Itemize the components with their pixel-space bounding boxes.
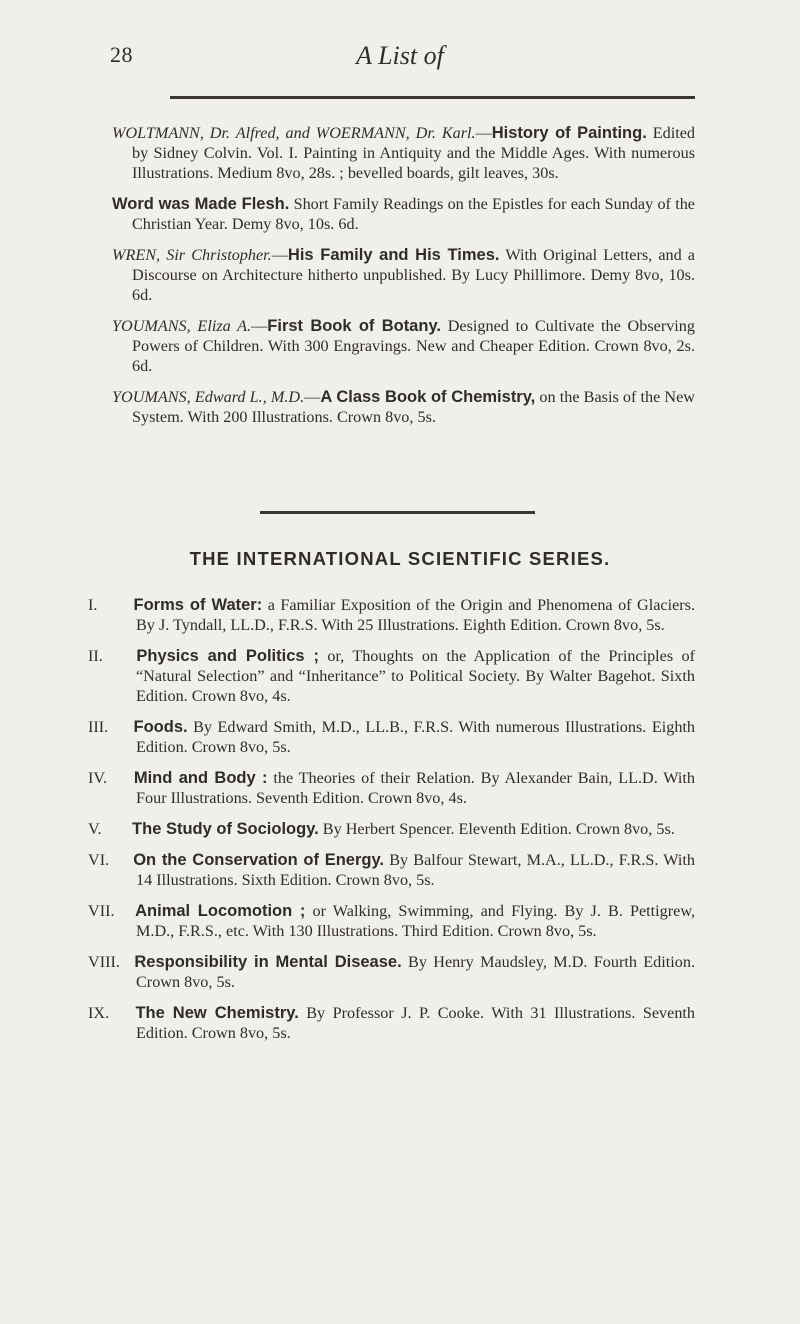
page-number: 28	[110, 42, 133, 67]
series-details: or, Thoughts on the Application of the Principles of “Natural Selection” and “Inheritance” to Political Society. By Walter Bagehot. Sixth Edition. Crown 8vo, 4s.	[136, 647, 696, 705]
book-entry: WREN, Sir Christopher.—His Family and His Times. With Original Letters, and a Discourse on Architecture hitherto unpublished. By Lucy Phillimore. Demy 8vo, 10s. 6d.	[112, 246, 695, 304]
entry-title: Word was Made Flesh.	[112, 195, 290, 213]
entry-details: on the Basis of the New System. With 200 Illustrations. Crown 8vo, 5s.	[132, 388, 695, 426]
series-title: Responsibility in Mental Disease.	[134, 953, 402, 971]
series-numeral: VI.	[88, 851, 110, 869]
series-numeral: I.	[88, 596, 98, 614]
series-details: or Walking, Swimming, and Flying. By J. B. Pettigrew, M.D., F.R.S., etc. With 130 Illustrations. Third Edition. Crown 8vo, 5s.	[136, 902, 696, 940]
series-title: Animal Locomotion ;	[135, 902, 306, 920]
entry-author: YOUMANS, Eliza A.	[112, 317, 252, 335]
series-details: By Balfour Stewart, M.A., LL.D., F.R.S. With 14 Illustrations. Sixth Edition. Crown 8vo, 5s.	[136, 851, 696, 889]
running-title: A List of	[356, 41, 444, 70]
series-item	[88, 595, 696, 635]
series-item	[88, 1003, 696, 1043]
series-item	[88, 952, 696, 992]
book-entry: YOUMANS, Eliza A.—First Book of Botany. Designed to Cultivate the Observing Powers of Children. With 300 Engravings. New and Cheaper Edition. Crown 8vo, 2s. 6d.	[112, 317, 695, 375]
section-divider	[260, 511, 535, 514]
entry-details: Edited by Sidney Colvin. Vol. I. Painting in Antiquity and the Middle Ages. With numerous Illustrations. Medium 8vo, 28s. ; bevelled boards, gilt leaves, 30s.	[132, 124, 695, 182]
entry-author: WOLTMANN, Dr. Alfred, and WOERMANN, Dr. Karl.	[112, 124, 476, 142]
series-item	[88, 768, 696, 808]
entry-title: A Class Book of Chemistry,	[320, 388, 536, 406]
entry-author: WREN, Sir Christopher.	[112, 246, 272, 264]
section-heading: THE INTERNATIONAL SCIENTIFIC SERIES.	[189, 548, 611, 569]
series-item	[88, 717, 696, 757]
series-numeral: IX.	[88, 1004, 110, 1022]
series-numeral: VIII.	[88, 953, 120, 971]
series-details: the Theories of their Relation. By Alexander Bain, LL.D. With Four Illustrations. Seventh Edition. Crown 8vo, 4s.	[136, 769, 696, 807]
book-entry	[112, 194, 695, 234]
book-entry: YOUMANS, Edward L., M.D.—A Class Book of Chemistry, on the Basis of the New System. With 200 Illustrations. Crown 8vo, 5s.	[112, 388, 695, 426]
header-rule	[170, 96, 695, 99]
entry-details: Short Family Readings on the Epistles for each Sunday of the Christian Year. Demy 8vo, 10s. 6d.	[132, 195, 695, 233]
series-item	[88, 646, 696, 706]
series-title: Foods.	[133, 718, 188, 736]
entry-title: History of Painting.	[491, 124, 647, 142]
series-item	[88, 819, 695, 839]
series-title: Forms of Water:	[133, 596, 263, 614]
series-details: By Henry Maudsley, M.D. Fourth Edition. Crown 8vo, 5s.	[136, 953, 696, 991]
entry-title: First Book of Botany.	[267, 317, 441, 335]
series-list	[88, 595, 696, 1054]
series-item	[88, 901, 696, 941]
entry-details: With Original Letters, and a Discourse on Architecture hitherto unpublished. By Lucy Phillimore. Demy 8vo, 10s. 6d.	[132, 246, 695, 304]
series-title: The New Chemistry.	[135, 1004, 299, 1022]
series-numeral: V.	[88, 820, 102, 838]
series-item	[88, 850, 696, 890]
entry-details: Designed to Cultivate the Observing Powers of Children. With 300 Engravings. New and Cheaper Edition. Crown 8vo, 2s. 6d.	[132, 317, 695, 375]
series-title: Physics and Politics ;	[136, 647, 319, 665]
series-numeral: VII.	[88, 902, 115, 920]
series-details: By Herbert Spencer. Eleventh Edition. Crown 8vo, 5s.	[322, 820, 675, 838]
series-details: By Edward Smith, M.D., LL.B., F.R.S. With numerous Illustrations. Eighth Edition. Crown 8vo, 5s.	[136, 718, 696, 756]
series-title: Mind and Body :	[133, 769, 268, 787]
entry-title: His Family and His Times.	[287, 246, 500, 264]
series-details: By Professor J. P. Cooke. With 31 Illustrations. Seventh Edition. Crown 8vo, 5s.	[136, 1004, 696, 1042]
series-numeral: II.	[88, 647, 103, 665]
book-entry: WOLTMANN, Dr. Alfred, and WOERMANN, Dr. Karl.—History of Painting. Edited by Sidney Colvin. Vol. I. Painting in Antiquity and the Middle Ages. With numerous Illustrations. Medium 8vo, 28s. ; bevelled boards, gilt leaves, 30s.	[112, 124, 695, 182]
series-details: a Familiar Exposition of the Origin and Phenomena of Glaciers. By J. Tyndall, LL.D., F.R.S. With 25 Illustrations. Eighth Edition. Crown 8vo, 5s.	[136, 596, 696, 634]
series-numeral: IV.	[88, 769, 108, 787]
series-title: The Study of Sociology.	[132, 820, 319, 838]
series-numeral: III.	[88, 718, 109, 736]
book-entries	[112, 123, 695, 438]
entry-author: YOUMANS, Edward L., M.D.	[112, 388, 305, 406]
series-title: On the Conservation of Energy.	[133, 851, 385, 869]
